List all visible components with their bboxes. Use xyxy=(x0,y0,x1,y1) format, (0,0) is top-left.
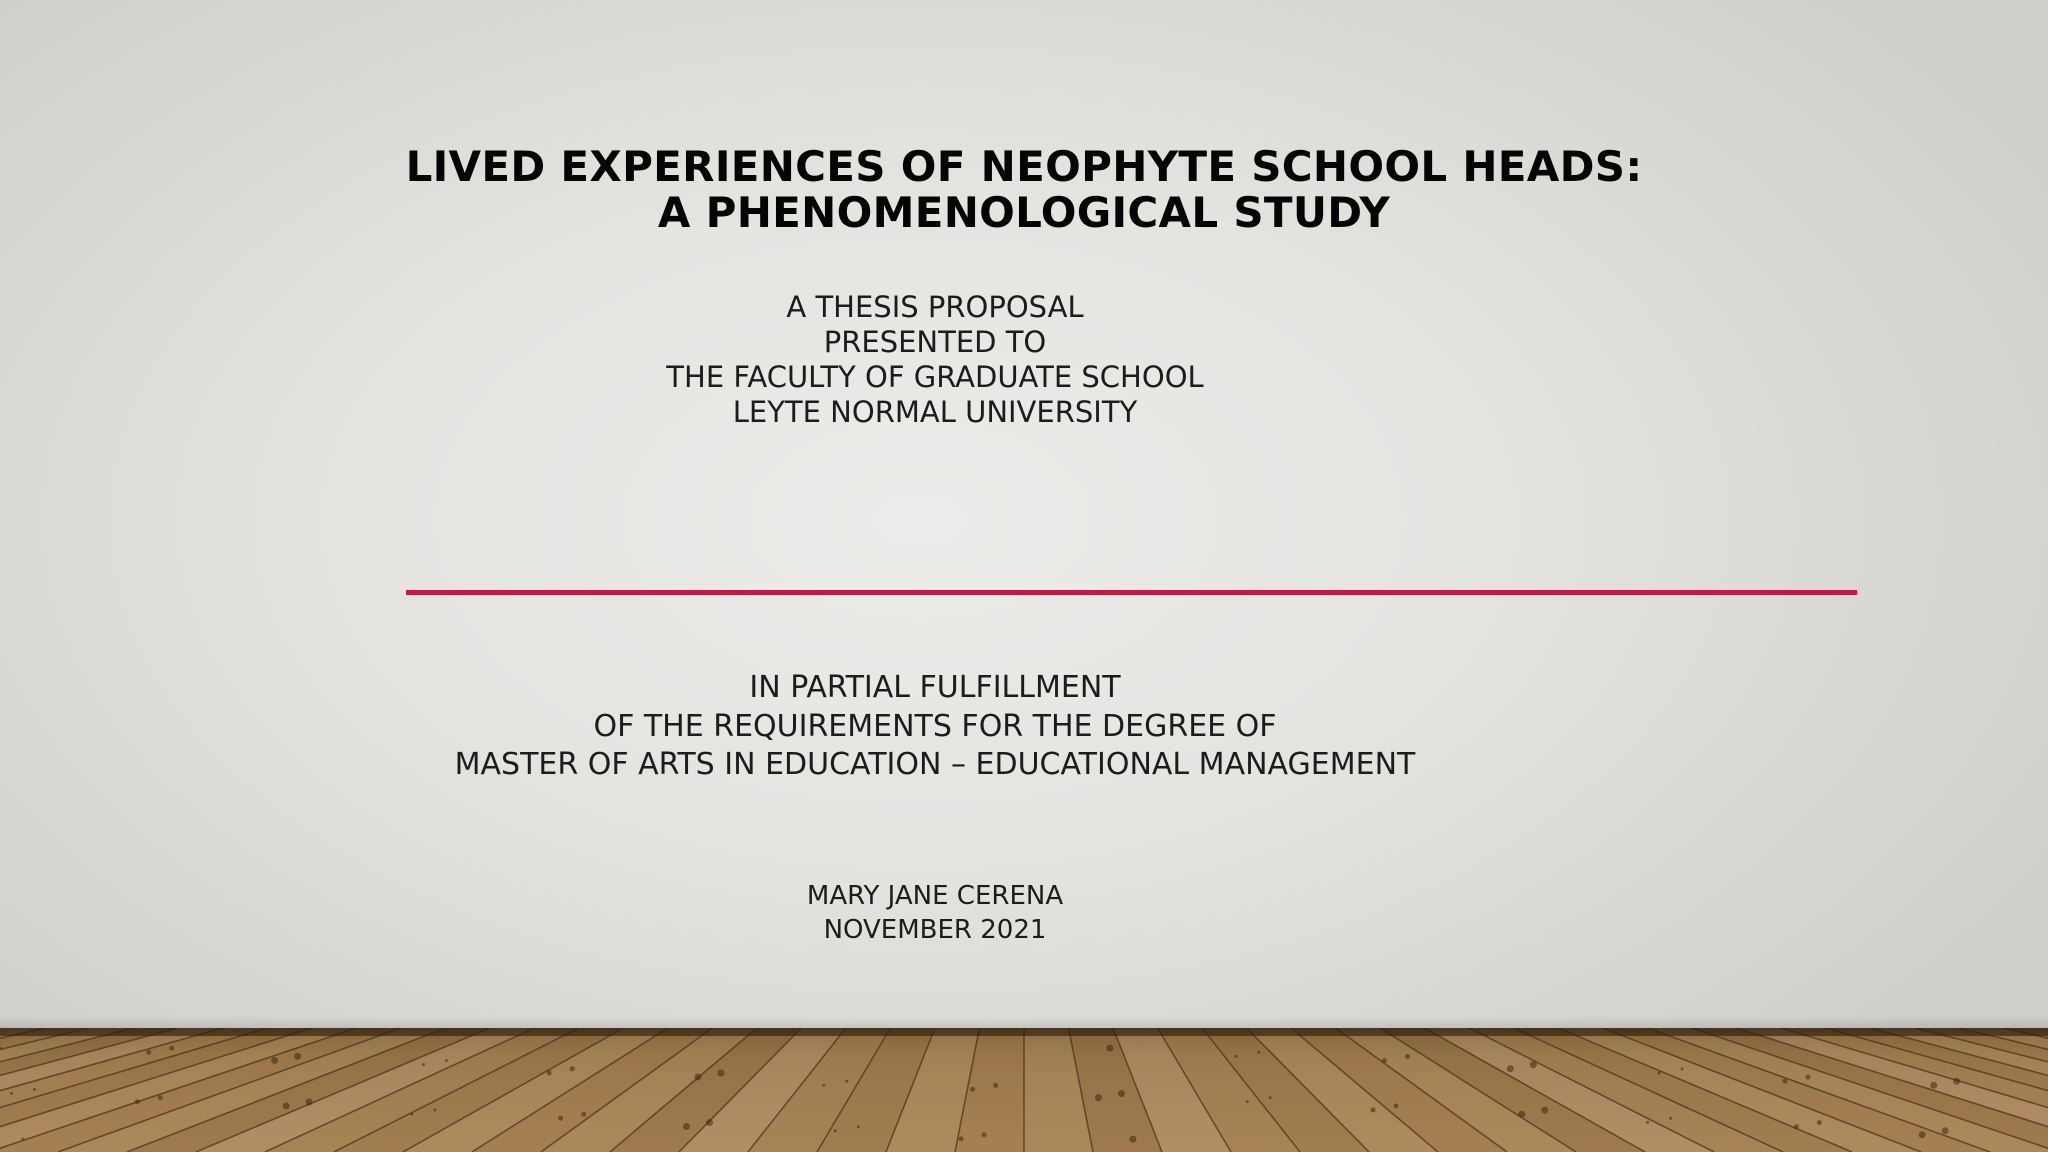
floor-knot xyxy=(1257,1051,1260,1054)
floor-knot xyxy=(1118,1090,1125,1097)
floor-knot xyxy=(1805,1075,1810,1080)
floor-knot xyxy=(1794,1124,1799,1129)
floor-knot xyxy=(683,1123,690,1130)
floor-knot xyxy=(1530,1061,1537,1068)
author-name: MARY JANE CERENA xyxy=(806,881,1064,911)
floor-knot xyxy=(982,1132,987,1137)
floor-knot xyxy=(970,1087,975,1092)
floor-knot xyxy=(1646,1121,1649,1124)
accent-divider xyxy=(406,590,1857,595)
fulfillment-line: IN PARTIAL FULFILLMENT xyxy=(749,670,1121,705)
floor-knot xyxy=(1394,1104,1399,1109)
floor-knot xyxy=(445,1059,448,1062)
floor-knot xyxy=(1919,1131,1926,1138)
floor-knot xyxy=(169,1046,174,1051)
floor-knot xyxy=(1095,1094,1102,1101)
wooden-floor xyxy=(0,1028,2048,1152)
floor-knot xyxy=(822,1084,825,1087)
floor-knot xyxy=(422,1063,425,1066)
floor-knot xyxy=(1817,1120,1822,1125)
floor-knot xyxy=(993,1083,998,1088)
floor-knot xyxy=(306,1098,313,1105)
fulfillment-line: OF THE REQUIREMENTS FOR THE DEGREE OF xyxy=(593,708,1277,744)
title-line-2: A PHENOMENOLOGICAL STUDY xyxy=(657,188,1391,237)
fulfillment-line: MASTER OF ARTS IN EDUCATION – EDUCATIONAL MANAGEMENT xyxy=(454,747,1416,782)
floor-knot xyxy=(1953,1078,1960,1085)
floor-knot xyxy=(135,1099,140,1104)
floor-knot xyxy=(1782,1079,1787,1084)
floor-knot xyxy=(834,1129,837,1132)
floor-knot xyxy=(283,1102,290,1109)
proposal-line: THE FACULTY OF GRADUATE SCHOOL xyxy=(666,360,1204,394)
floor-knot xyxy=(158,1095,163,1100)
floor-planks xyxy=(0,1028,2048,1152)
floor-knot xyxy=(1518,1111,1525,1118)
floor-knot xyxy=(294,1053,301,1060)
proposal-line: A THESIS PROPOSAL xyxy=(786,290,1084,324)
floor-knot xyxy=(1507,1065,1514,1072)
floor-knot xyxy=(581,1112,586,1117)
floor-knot xyxy=(547,1070,552,1075)
floor-knot xyxy=(1681,1067,1684,1070)
proposal-line: PRESENTED TO xyxy=(823,325,1047,359)
floor-knot xyxy=(1246,1100,1249,1103)
floor-knot xyxy=(1405,1054,1410,1059)
floor-knot xyxy=(146,1050,151,1055)
floor-knot xyxy=(1930,1082,1937,1089)
floor-knot xyxy=(1129,1136,1136,1143)
floor-knot xyxy=(959,1136,964,1141)
floor-knot xyxy=(1541,1107,1548,1114)
floor-knot xyxy=(1106,1045,1113,1052)
fulfillment-block xyxy=(0,669,1870,785)
floor-knot xyxy=(1658,1071,1661,1074)
floor-knot xyxy=(271,1057,278,1064)
floor-knot xyxy=(706,1119,713,1126)
floor-knot xyxy=(33,1088,36,1091)
floor-knot xyxy=(10,1092,13,1095)
floor-knot xyxy=(558,1116,563,1121)
author-block xyxy=(0,879,1870,947)
floor-edge-shadow xyxy=(0,1028,2048,1036)
floor-knot xyxy=(1669,1117,1672,1120)
proposal-block xyxy=(0,290,1870,430)
floor-knot xyxy=(695,1074,702,1081)
floor-knot xyxy=(1234,1055,1237,1058)
floor-knot xyxy=(1269,1096,1272,1099)
floor-knot xyxy=(433,1109,436,1112)
floor-knot xyxy=(570,1066,575,1071)
proposal-line: LEYTE NORMAL UNIVERSITY xyxy=(732,395,1138,429)
presentation-date: NOVEMBER 2021 xyxy=(823,915,1047,945)
floor-knot xyxy=(22,1138,25,1141)
floor-knot xyxy=(718,1070,725,1077)
floor-knot xyxy=(1942,1127,1949,1134)
floor-knot xyxy=(845,1080,848,1083)
floor-knot xyxy=(410,1113,413,1116)
title-line-1: LIVED EXPERIENCES OF NEOPHYTE SCHOOL HEADS: xyxy=(405,142,1643,191)
floor-knot xyxy=(1371,1108,1376,1113)
floor-knot xyxy=(1382,1058,1387,1063)
floor-knot xyxy=(857,1125,860,1128)
